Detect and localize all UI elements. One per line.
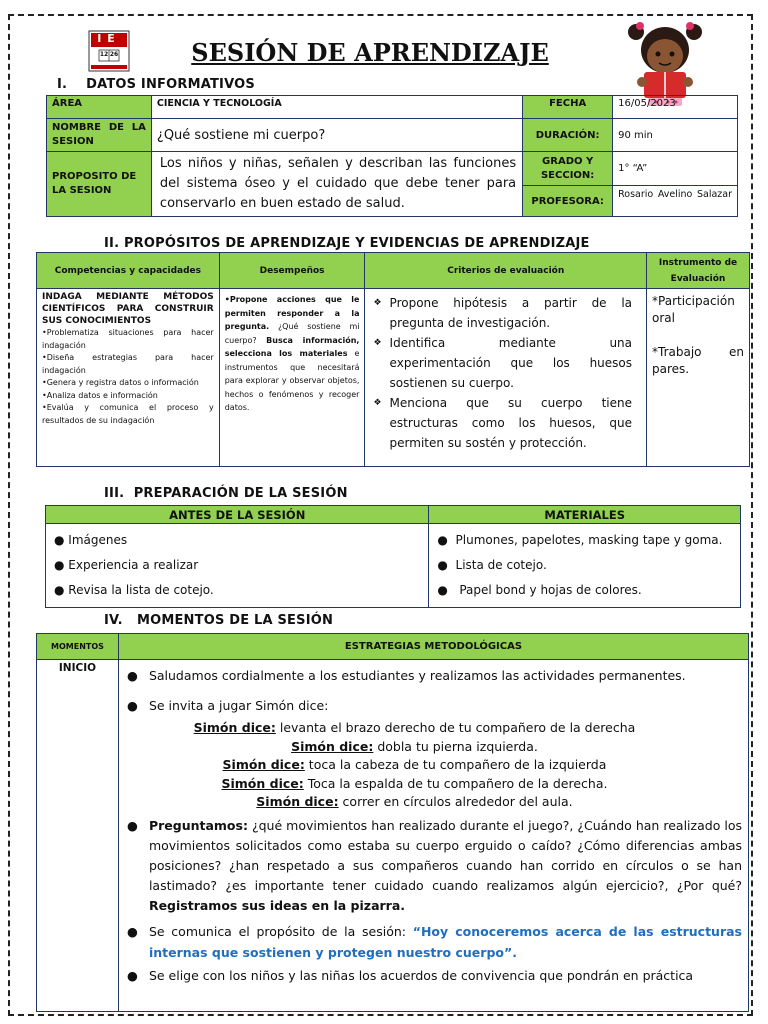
competencias-cell (37, 289, 220, 467)
grado-label: GRADO Y SECCION: (523, 152, 613, 186)
antes-cell (46, 524, 429, 608)
antes-item: ● Revisa la lista de cotejo. (54, 583, 214, 597)
estrategia-item-simon: ● Se invita a jugar Simón dice: (126, 698, 329, 713)
col-materiales: MATERIALES (429, 506, 741, 524)
diamond-bullet-icon: ❖ (373, 398, 382, 408)
col-competencias: Competencias y capacidades (37, 253, 220, 289)
page-title: SESIÓN DE APRENDIZAJE (191, 38, 549, 67)
criterios-cell (365, 289, 647, 467)
simon-line: Simón dice: levanta el brazo derecho de tu compañero de la derecha (193, 720, 636, 735)
logo-number-b: 26 (109, 51, 119, 58)
profesora-value: Rosario Avelino Salazar (613, 186, 738, 217)
capacidad-item: •Diseña estrategias para hacer indagación (42, 353, 214, 375)
estrategias-cell (118, 660, 748, 1012)
criterio-item: ❖ Identifica mediante una experimentación que los huesos sostienen su cuerpo. (373, 333, 632, 393)
fecha-value: 16/05/2023 (613, 96, 738, 119)
profesora-label: PROFESORA: (523, 186, 613, 217)
estrategia-item-acuerdos: ● Se elige con los niños y las niñas los acuerdos de convivencia que pondrán en práctica (126, 967, 694, 983)
preparacion-table (45, 505, 741, 608)
col-estrategias: ESTRATEGIAS METODOLÓGICAS (118, 634, 748, 660)
material-item: ● Plumones, papelotes, masking tape y goma. (437, 533, 723, 547)
criterio-item: ❖ Propone hipótesis a partir de la pregunta de investigación. (373, 293, 632, 333)
simon-line: Simón dice: dobla tu pierna izquierda. (291, 738, 538, 754)
logo-number-a: 12 (99, 51, 109, 58)
criterio-item: ❖ Menciona que su cuerpo tiene estructuras como los huesos, que permiten su sostén y protección. (373, 393, 632, 453)
antes-item: ● Imágenes (54, 533, 128, 547)
section-heading-datos: I. DATOS INFORMATIVOS (57, 77, 255, 92)
simon-line: Simón dice: correr en círculos alrededor del aula. (256, 794, 573, 809)
area-label: ÁREA (47, 96, 152, 119)
datos-informativos-table (46, 95, 738, 217)
estrategia-item-preguntas: ● Preguntamos: ¿qué movimientos han realizado durante el juego?, ¿Cuándo han realizado los movimientos solicitados como estaba su cuerpo erguido o caído? ¿Cómo diferencias ambas posiciones? ¿han respetado a sus compañeros cuando han corrido en círculos o se han lastimado? ¿es importante tener cuidado cuando realizamos algún ejercicio?, ¿Por qué? Registramos sus ideas en la pizarra. (126, 817, 742, 913)
proposito-label: PROPOSITO DE LA SESION (47, 152, 152, 217)
school-logo (88, 30, 130, 72)
duracion-value: 90 min (613, 119, 738, 152)
section-heading-propositos: II. PROPÓSITOS DE APRENDIZAJE Y EVIDENCIAS DE APRENDIZAJE (104, 236, 590, 251)
simon-line: Simón dice: Toca la espalda de tu compañero de la derecha. (221, 775, 608, 791)
material-item: ● Lista de cotejo. (437, 558, 547, 572)
estrategia-item-saludo: ● Saludamos cordialmente a los estudiantes y realizamos las actividades permanentes. (126, 668, 686, 683)
col-instrumento: Instrumento de Evaluación (647, 253, 750, 289)
momentos-table (36, 633, 749, 1012)
competencia-title: INDAGA MEDIANTE MÉTODOS CIENTÍFICOS PARA CONSTRUIR SUS CONOCIMIENTOS (42, 292, 214, 326)
desempenos-cell (219, 289, 365, 467)
antes-item: ● Experiencia a realizar (54, 558, 199, 572)
diamond-bullet-icon: ❖ (373, 298, 382, 308)
instrumento-participacion: *Participación oral (652, 294, 735, 325)
simon-dice-list (127, 719, 742, 812)
capacidad-item: •Analiza datos e información (42, 390, 158, 400)
fecha-label: FECHA (523, 96, 613, 119)
desempeno-part-b: ¿Qué sostiene mi cuerpo? (224, 322, 360, 345)
simon-line: Simón dice: toca la cabeza de tu compañero de la izquierda (222, 757, 607, 772)
area-value: CIENCIA Y TECNOLOGÍA (151, 96, 522, 119)
material-item: ● Papel bond y hojas de colores. (437, 583, 642, 597)
nombre-label: NOMBRE DE LA SESION (47, 119, 152, 152)
col-desempenos: Desempeños (219, 253, 365, 289)
estrategia-item-proposito: ● Se comunica el propósito de la sesión: “Hoy conoceremos acerca de las estructuras internas que sostienen y protegen nuestro cuerpo”. (126, 923, 742, 960)
nombre-value: ¿Qué sostiene mi cuerpo? (151, 119, 522, 152)
materiales-cell (429, 524, 741, 608)
col-momentos: MOMENTOS (37, 634, 119, 660)
section-heading-momentos: IV. MOMENTOS DE LA SESIÓN (104, 613, 334, 628)
col-antes: ANTES DE LA SESIÓN (46, 506, 429, 524)
desempeno-part-a: •Propone acciones que le permiten responder a la pregunta. (224, 295, 360, 331)
capacidad-item: •Evalúa y comunica el proceso y resultados de su indagación (42, 403, 214, 425)
instrumento-cell (647, 289, 750, 467)
section-heading-preparacion: III. PREPARACIÓN DE LA SESIÓN (104, 486, 348, 501)
instrumento-trabajo: *Trabajo en pares. (652, 345, 744, 376)
duracion-label: DURACIÓN: (523, 119, 613, 152)
proposito-value: Los niños y niñas, señalen y describan las funciones del sistema óseo y el cuidado que debe tener para conservarlo en buen estado de salud. (151, 152, 522, 217)
desempeno-part-c: Busca información, selecciona los materiales (224, 335, 360, 358)
diamond-bullet-icon: ❖ (373, 338, 382, 348)
propositos-table (36, 252, 750, 467)
capacidad-item: •Genera y registra datos o información (42, 378, 199, 387)
col-criterios: Criterios de evaluación (365, 253, 647, 289)
logo-letters: IE (97, 32, 121, 45)
momento-inicio: INICIO (37, 660, 119, 1012)
grado-value: 1° “A” (613, 152, 738, 186)
desempeno-part-d: e instrumentos que necesitará para explorar y observar objetos, hechos o fenómenos y recoger datos. (224, 349, 360, 412)
capacidad-item: •Problematiza situaciones para hacer indagación (42, 328, 214, 350)
